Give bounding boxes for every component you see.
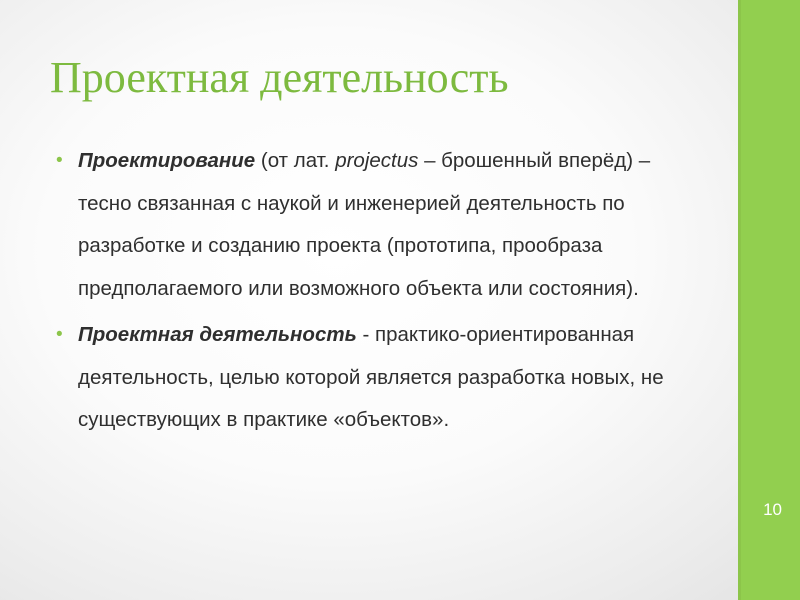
bullet-text: – брошенный вперёд) – тесно связанная с наукой и инженерией деятельность по разработке и созданию проекта (прототипа, прообраза предполагаемого или возможного объекта или состояния). xyxy=(78,149,651,300)
bullet-term: Проектная деятельность xyxy=(78,323,357,346)
bullet-text-prefix: (от лат. xyxy=(255,149,336,172)
side-bar-edge xyxy=(738,0,741,600)
bullet-term: Проектирование xyxy=(78,149,256,172)
bullet-marker: • xyxy=(56,324,63,345)
latin-word: projectus xyxy=(335,149,419,172)
bullet-item-design xyxy=(54,140,674,310)
page-number: 10 xyxy=(763,500,782,519)
bullet-item-project-activity xyxy=(54,314,674,442)
bullet-marker: • xyxy=(56,150,63,171)
slide-title: Проектная деятельность xyxy=(50,53,509,102)
slide-content xyxy=(54,140,674,446)
bullet-text: - практико-ориентированная деятельность, целью которой является разработка новых, не существующих в практике «объектов». xyxy=(78,323,664,431)
